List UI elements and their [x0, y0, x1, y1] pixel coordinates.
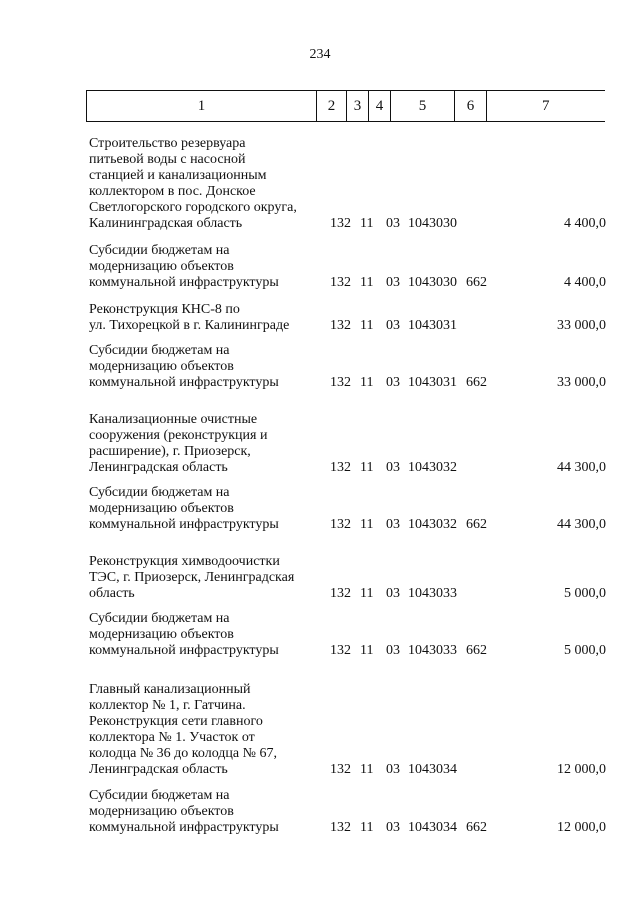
target-article-code: 1043033 [408, 586, 457, 601]
description-line: модернизацию объектов [89, 627, 234, 642]
ministry-code: 132 [330, 216, 351, 231]
amount: 44 300,0 [557, 517, 606, 532]
table-row [0, 788, 640, 836]
description-line: Субсидии бюджетам на [89, 343, 230, 358]
target-article-code: 1043032 [408, 517, 457, 532]
header-col-3: 3 [347, 91, 369, 122]
description-line: Строительство резервуара [89, 136, 246, 151]
section-code: 11 [360, 375, 374, 390]
table-row [0, 611, 640, 659]
row-description [89, 611, 329, 659]
header-col-1: 1 [87, 91, 317, 122]
description-line: модернизацию объектов [89, 259, 234, 274]
row-description [89, 412, 329, 476]
subsection-code: 03 [386, 517, 400, 532]
ministry-code: 132 [330, 820, 351, 835]
description-line: Субсидии бюджетам на [89, 788, 230, 803]
subsection-code: 03 [386, 762, 400, 777]
description-line: Главный канализационный [89, 682, 251, 697]
description-line: коммунальной инфраструктуры [89, 275, 279, 290]
target-article-code: 1043031 [408, 375, 457, 390]
subsection-code: 03 [386, 586, 400, 601]
table-row [0, 343, 640, 391]
section-code: 11 [360, 517, 374, 532]
section-code: 11 [360, 762, 374, 777]
description-line: коллектором в пос. Донское [89, 184, 256, 199]
header-col-5: 5 [391, 91, 455, 122]
row-description [89, 302, 329, 334]
expense-type-code: 662 [466, 643, 487, 658]
description-line: Ленинградская область [89, 762, 228, 777]
row-description [89, 485, 329, 533]
amount: 4 400,0 [564, 216, 606, 231]
table-row [0, 554, 640, 602]
ministry-code: 132 [330, 460, 351, 475]
table-header [86, 90, 605, 122]
section-code: 11 [360, 216, 374, 231]
amount: 12 000,0 [557, 762, 606, 777]
description-line: коммунальной инфраструктуры [89, 375, 279, 390]
section-code: 11 [360, 820, 374, 835]
row-description [89, 343, 329, 391]
description-line: модернизацию объектов [89, 501, 234, 516]
description-line: Субсидии бюджетам на [89, 611, 230, 626]
amount: 5 000,0 [564, 586, 606, 601]
amount: 5 000,0 [564, 643, 606, 658]
subsection-code: 03 [386, 216, 400, 231]
subsection-code: 03 [386, 375, 400, 390]
ministry-code: 132 [330, 375, 351, 390]
subsection-code: 03 [386, 275, 400, 290]
section-code: 11 [360, 460, 374, 475]
description-line: ТЭС, г. Приозерск, Ленинградская [89, 570, 295, 585]
ministry-code: 132 [330, 318, 351, 333]
amount: 33 000,0 [557, 375, 606, 390]
expense-type-code: 662 [466, 517, 487, 532]
header-col-6: 6 [455, 91, 487, 122]
description-line: колодца № 36 до колодца № 67, [89, 746, 277, 761]
description-line: коммунальной инфраструктуры [89, 643, 279, 658]
target-article-code: 1043034 [408, 820, 457, 835]
description-line: сооружения (реконструкция и [89, 428, 268, 443]
description-line: Субсидии бюджетам на [89, 485, 230, 500]
table-row [0, 302, 640, 334]
section-code: 11 [360, 643, 374, 658]
description-line: модернизацию объектов [89, 804, 234, 819]
target-article-code: 1043033 [408, 643, 457, 658]
description-line: Ленинградская область [89, 460, 228, 475]
description-line: Реконструкция химводоочистки [89, 554, 280, 569]
table-row [0, 243, 640, 291]
ministry-code: 132 [330, 517, 351, 532]
table-row [0, 412, 640, 476]
header-col-2: 2 [317, 91, 347, 122]
row-description [89, 788, 329, 836]
page-number: 234 [309, 47, 331, 62]
target-article-code: 1043032 [408, 460, 457, 475]
row-description [89, 554, 329, 602]
subsection-code: 03 [386, 820, 400, 835]
table-row [0, 682, 640, 778]
target-article-code: 1043030 [408, 216, 457, 231]
subsection-code: 03 [386, 643, 400, 658]
target-article-code: 1043031 [408, 318, 457, 333]
table-row [0, 136, 640, 232]
amount: 44 300,0 [557, 460, 606, 475]
description-line: коммунальной инфраструктуры [89, 820, 279, 835]
ministry-code: 132 [330, 643, 351, 658]
amount: 12 000,0 [557, 820, 606, 835]
target-article-code: 1043034 [408, 762, 457, 777]
description-line: Реконструкция сети главного [89, 714, 263, 729]
row-description [89, 136, 329, 232]
description-line: область [89, 586, 135, 601]
target-article-code: 1043030 [408, 275, 457, 290]
description-line: расширение), г. Приозерск, [89, 444, 251, 459]
subsection-code: 03 [386, 318, 400, 333]
ministry-code: 132 [330, 275, 351, 290]
section-code: 11 [360, 275, 374, 290]
expense-type-code: 662 [466, 820, 487, 835]
row-description [89, 682, 329, 778]
ministry-code: 132 [330, 586, 351, 601]
description-line: Светлогорского городского округа, [89, 200, 297, 215]
section-code: 11 [360, 318, 374, 333]
description-line: коллектора № 1. Участок от [89, 730, 255, 745]
description-line: станцией и канализационным [89, 168, 267, 183]
description-line: коллектор № 1, г. Гатчина. [89, 698, 246, 713]
description-line: питьевой воды с насосной [89, 152, 246, 167]
subsection-code: 03 [386, 460, 400, 475]
row-description [89, 243, 329, 291]
description-line: коммунальной инфраструктуры [89, 517, 279, 532]
ministry-code: 132 [330, 762, 351, 777]
amount: 33 000,0 [557, 318, 606, 333]
section-code: 11 [360, 586, 374, 601]
header-col-4: 4 [369, 91, 391, 122]
description-line: Калининградская область [89, 216, 243, 231]
description-line: ул. Тихорецкой в г. Калининграде [89, 318, 290, 333]
header-col-7: 7 [487, 91, 605, 122]
amount: 4 400,0 [564, 275, 606, 290]
table-row [0, 485, 640, 533]
description-line: Субсидии бюджетам на [89, 243, 230, 258]
description-line: Канализационные очистные [89, 412, 258, 427]
description-line: модернизацию объектов [89, 359, 234, 374]
expense-type-code: 662 [466, 375, 487, 390]
expense-type-code: 662 [466, 275, 487, 290]
description-line: Реконструкция КНС-8 по [89, 302, 240, 317]
